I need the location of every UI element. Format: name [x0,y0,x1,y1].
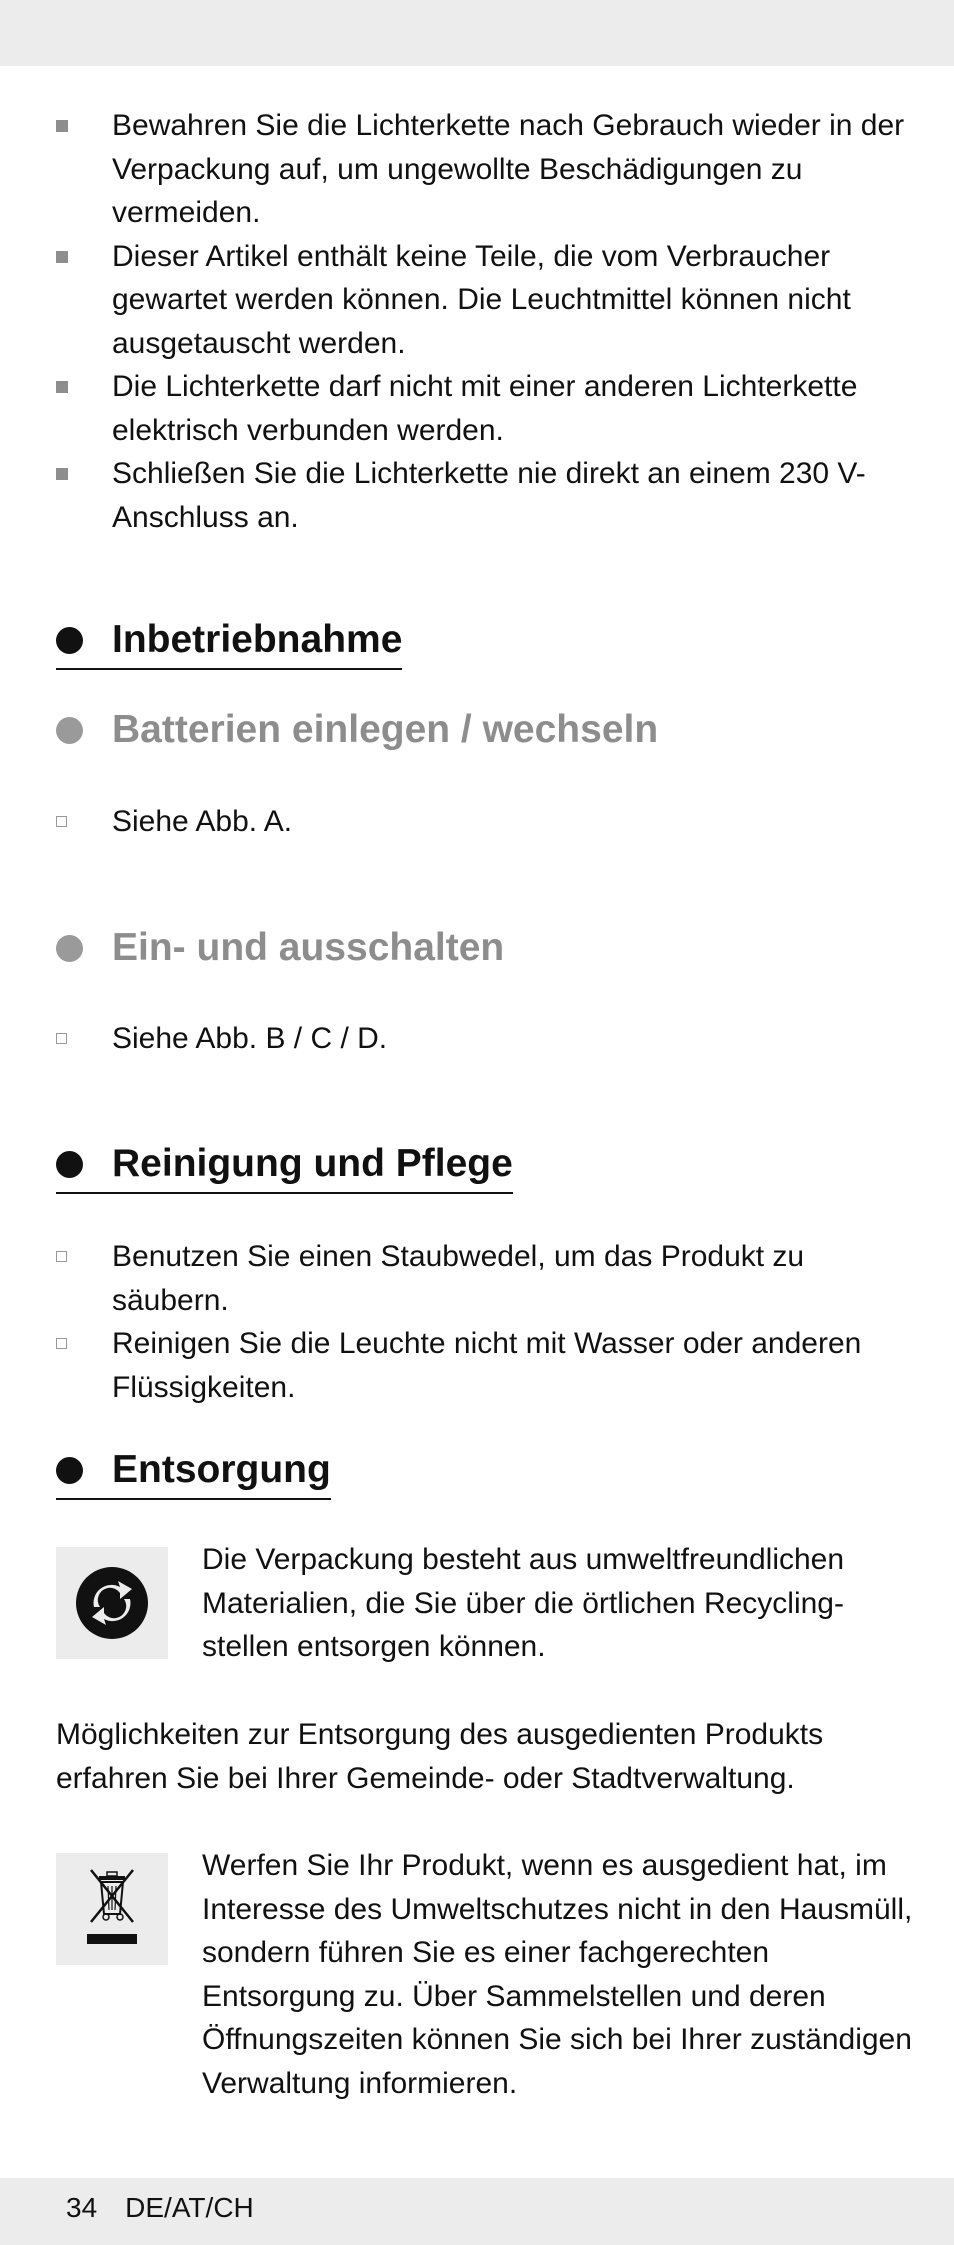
checkbox-square-icon [56,1251,67,1262]
heading-batterien: Batterien einlegen / wechseln [56,706,658,754]
safety-bullet-list [56,104,906,539]
bullet-square-icon [56,468,68,480]
heading-schalten: Ein- und ausschalten [56,924,504,972]
heading-dot-icon [56,717,83,744]
bullet-square-icon [56,381,68,393]
heading-reinigung: Reinigung und Pflege [56,1140,513,1194]
bullet-square-icon [56,251,68,263]
recycling-icon-box [56,1547,168,1659]
heading-dot-icon [56,1457,83,1484]
region-label: DE/AT/CH [125,2192,254,2223]
heading-entsorgung: Entsorgung [56,1446,331,1500]
checkbox-square-icon [56,1033,67,1044]
list-item: Die Lichterkette darf nicht mit einer anderen Lichterkette elektrisch verbunden werden. [56,365,906,452]
heading-dot-icon [56,627,83,654]
top-band [0,0,954,66]
reinigung-list [56,1235,916,1409]
bullet-square-icon [56,120,68,132]
list-item: Benutzen Sie einen Staubwedel, um das Produkt zu säubern. [56,1235,916,1322]
list-item: Reinigen Sie die Leuchte nicht mit Wasser oder anderen Flüssigkeiten. [56,1322,916,1409]
crossed-out-bin-icon [77,1864,147,1954]
list-item: Bewahren Sie die Lichterkette nach Gebrauch wieder in der Verpackung auf, um ungewollte Beschädigungen zu vermeiden. [56,104,906,235]
heading-dot-icon [56,935,83,962]
heading-dot-icon [56,1151,83,1178]
footer-text [66,2192,282,2224]
list-item: Siehe Abb. B / C / D. [56,1017,916,1061]
page-number: 34 [66,2192,98,2223]
recycling-text: Die Verpackung besteht aus umweltfreundlichen Materialien, die Sie über die örtlichen Recycling-stellen entsorgen können. [202,1543,845,1663]
weee-icon-box [56,1853,168,1965]
list-item: Dieser Artikel enthält keine Teile, die vom Verbraucher gewartet werden können. Die Leuchtmittel können nicht ausgetauscht werden. [56,235,906,366]
heading-inbetriebnahme: Inbetriebnahme [56,616,402,670]
green-dot-recycling-icon [72,1563,152,1643]
checkbox-square-icon [56,816,67,827]
schalten-list [56,1017,916,1061]
batterien-list [56,800,916,844]
municipal-disposal-text: Möglichkeiten zur Entsorgung des ausgedienten Produkts erfahren Sie bei Ihrer Gemeinde- oder Stadtverwaltung. [56,1718,824,1795]
checkbox-square-icon [56,1338,67,1349]
weee-disposal-text: Werfen Sie Ihr Produkt, wenn es ausgedient hat, im Interesse des Umweltschutzes nicht in den Hausmüll, sondern führen Sie es einer fachgerechten Entsorgung zu. Über Sammelstellen und deren Öffnungszeiten können Sie sich bei Ihrer zuständigen Verwaltung informieren. [202,1849,913,2100]
list-item: Siehe Abb. A. [56,800,916,844]
list-item: Schließen Sie die Lichterkette nie direkt an einem 230 V-Anschluss an. [56,452,906,539]
